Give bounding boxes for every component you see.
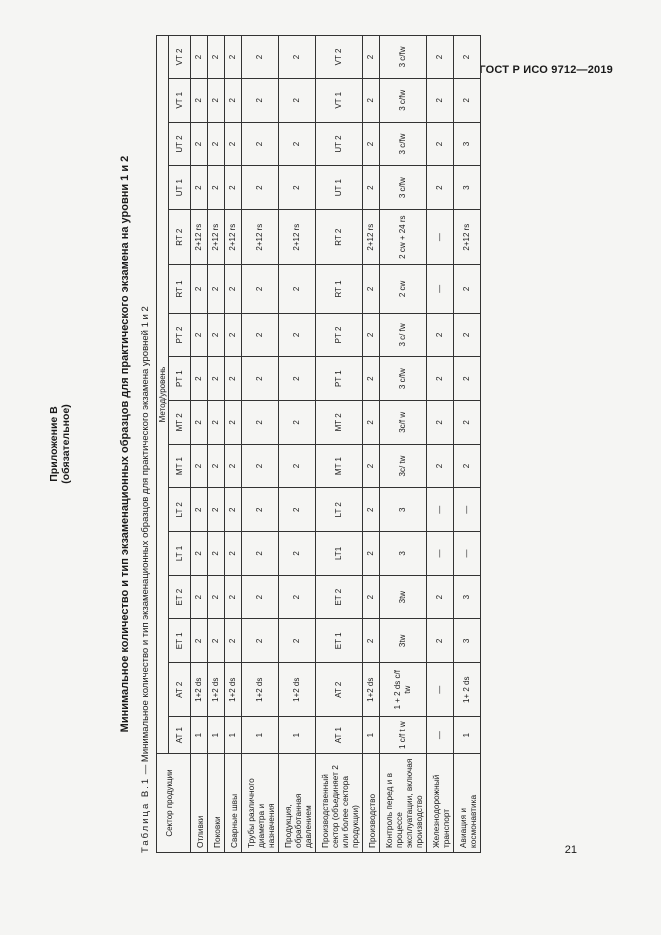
value-cell: 2 (454, 78, 481, 122)
value-cell: 3c/ tw (380, 444, 427, 488)
value-cell: 2 (427, 357, 454, 401)
value-cell: 2 (427, 313, 454, 357)
value-cell: 2 (225, 166, 242, 210)
value-cell: 2 (191, 444, 208, 488)
value-cell: 2 (454, 400, 481, 444)
value-cell: 2 (454, 444, 481, 488)
value-cell: 2 (191, 78, 208, 122)
sector-column-header: Сектор продукции (157, 754, 191, 853)
value-cell: 3 (380, 532, 427, 576)
value-cell: 2 (279, 488, 316, 532)
value-cell: 1 (363, 717, 380, 754)
value-cell: 2 (427, 619, 454, 663)
method-column-header: PT 2 (169, 313, 191, 357)
table-row (242, 36, 279, 853)
value-cell: 2 (279, 36, 316, 79)
table-row (454, 36, 481, 853)
value-cell: 2 (208, 532, 225, 576)
page-number: 21 (564, 844, 577, 856)
value-cell: AT 2 (316, 663, 363, 717)
value-cell: 2 (225, 619, 242, 663)
value-cell: 1 (208, 717, 225, 754)
sector-cell: Контроль перед и в процессе эксплуатации, включая производство (380, 754, 427, 853)
document-title: Минимальное количество и тип экзаменационных образцов для практического экзамена на уровни 1 и 2 (119, 155, 131, 733)
value-cell: MT 1 (316, 444, 363, 488)
value-cell: 2 (208, 313, 225, 357)
value-cell: 1+2 ds (279, 663, 316, 717)
value-cell: 2+12 rs (279, 210, 316, 265)
value-cell: 2 (363, 488, 380, 532)
value-cell: 2 (363, 166, 380, 210)
value-cell: 2 (242, 36, 279, 79)
value-cell: 2 (191, 400, 208, 444)
value-cell: — (427, 532, 454, 576)
value-cell: 2 (242, 532, 279, 576)
value-cell: VT 1 (316, 78, 363, 122)
value-cell: 1+2 ds (363, 663, 380, 717)
method-code-row (169, 36, 191, 853)
sector-cell: Трубы различного диаметра и назначения (242, 754, 279, 853)
value-cell: 1 (225, 717, 242, 754)
value-cell: 2 (279, 619, 316, 663)
value-cell: 2 (279, 400, 316, 444)
value-cell: 3 c/fw (380, 36, 427, 79)
value-cell: 2 (208, 122, 225, 166)
value-cell: 2 (427, 122, 454, 166)
value-cell: 2 (363, 444, 380, 488)
value-cell: 2+12 rs (454, 210, 481, 265)
value-cell: 2 (363, 532, 380, 576)
value-cell: 1 + 2 ds c/f tw (380, 663, 427, 717)
value-cell: — (427, 265, 454, 313)
value-cell: 2 (225, 357, 242, 401)
value-cell: 2 (363, 78, 380, 122)
sector-cell: Поковки (208, 754, 225, 853)
value-cell: 2 (427, 166, 454, 210)
value-cell: PT 1 (316, 357, 363, 401)
method-column-header: AT 2 (169, 663, 191, 717)
appendix-status: (обязательное) (60, 404, 72, 484)
sector-cell: Авиация и космонавтика (454, 754, 481, 853)
value-cell: — (427, 210, 454, 265)
value-cell: 2 (279, 532, 316, 576)
method-column-header: MT 1 (169, 444, 191, 488)
value-cell: 1 (191, 717, 208, 754)
value-cell: 2 (191, 265, 208, 313)
value-cell: 2 (208, 444, 225, 488)
method-column-header: LT 1 (169, 532, 191, 576)
value-cell: 3tw (380, 575, 427, 619)
table-row (380, 36, 427, 853)
method-column-header: LT 2 (169, 488, 191, 532)
value-cell: 2 (279, 575, 316, 619)
value-cell: 3 (454, 166, 481, 210)
value-cell: 2 (208, 78, 225, 122)
value-cell: 2+12 rs (191, 210, 208, 265)
value-cell: 3 (454, 122, 481, 166)
value-cell: 2 (191, 166, 208, 210)
value-cell: RT 1 (316, 265, 363, 313)
value-cell: 2 (225, 265, 242, 313)
value-cell: 2 (208, 357, 225, 401)
table-row (279, 36, 316, 853)
value-cell: RT 2 (316, 210, 363, 265)
value-cell: 2 (454, 313, 481, 357)
value-cell: 3 c/fw (380, 166, 427, 210)
value-cell: 3 c/ fw (380, 313, 427, 357)
method-column-header: RT 2 (169, 210, 191, 265)
value-cell: 2 (191, 619, 208, 663)
table-row (427, 36, 454, 853)
value-cell: 2 (363, 357, 380, 401)
value-cell: 2+12 rs (225, 210, 242, 265)
value-cell: PT 2 (316, 313, 363, 357)
value-cell: 2 (242, 265, 279, 313)
table-row (191, 36, 208, 853)
appendix-heading (48, 35, 72, 853)
value-cell: 1 (279, 717, 316, 754)
sector-cell: Продукция, обработанная давлением (279, 754, 316, 853)
value-cell: 1+ 2 ds (454, 663, 481, 717)
table-caption (140, 35, 151, 853)
value-cell: 2 (427, 78, 454, 122)
value-cell: 2 (225, 488, 242, 532)
value-cell: 2 (225, 313, 242, 357)
table-row (208, 36, 225, 853)
method-column-header: MT 2 (169, 400, 191, 444)
value-cell: — (427, 663, 454, 717)
value-cell: 1 (242, 717, 279, 754)
value-cell: 2 (242, 488, 279, 532)
value-cell: 2 (363, 400, 380, 444)
table-row (225, 36, 242, 853)
value-cell: 2 (363, 619, 380, 663)
value-cell: 2 (191, 357, 208, 401)
value-cell: LT 2 (316, 488, 363, 532)
value-cell: 2 (427, 575, 454, 619)
value-cell: 3c/f w (380, 400, 427, 444)
value-cell: 2 (454, 357, 481, 401)
value-cell: 2 (279, 78, 316, 122)
value-cell: 3 (454, 619, 481, 663)
value-cell: 2 (225, 444, 242, 488)
value-cell: 2 (225, 78, 242, 122)
rotated-content (48, 35, 478, 853)
value-cell: — (427, 717, 454, 754)
method-column-header: UT 2 (169, 122, 191, 166)
value-cell: MT 2 (316, 400, 363, 444)
value-cell: 2+12 rs (208, 210, 225, 265)
value-cell: 2 (191, 313, 208, 357)
value-cell: 2 (427, 36, 454, 79)
method-column-header: ET 2 (169, 575, 191, 619)
value-cell: UT 1 (316, 166, 363, 210)
value-cell: 2 (279, 444, 316, 488)
value-cell: 2 (427, 444, 454, 488)
value-cell: 2 (208, 575, 225, 619)
value-cell: 1+2 ds (191, 663, 208, 717)
value-cell: 2 (454, 36, 481, 79)
value-cell: UT 2 (316, 122, 363, 166)
value-cell: 2 (242, 400, 279, 444)
table-body (191, 36, 481, 853)
value-cell: 2 (225, 400, 242, 444)
method-column-header: AT 1 (169, 717, 191, 754)
value-cell: 2 cw + 24 rs (380, 210, 427, 265)
value-cell: 2 (208, 166, 225, 210)
value-cell: 2 (242, 78, 279, 122)
value-cell: 2 (242, 575, 279, 619)
value-cell: 2 (242, 444, 279, 488)
sector-cell: Сварные швы (225, 754, 242, 853)
value-cell: 2 (242, 619, 279, 663)
value-cell: — (454, 532, 481, 576)
method-level-header: Метод/уровень (157, 36, 169, 754)
value-cell: 2 (363, 265, 380, 313)
value-cell: 2 (242, 357, 279, 401)
value-cell: 2 (279, 122, 316, 166)
value-cell: — (427, 488, 454, 532)
table-caption-label: Таблица В.1 (140, 776, 151, 853)
value-cell: ET 1 (316, 619, 363, 663)
value-cell: 2 (225, 122, 242, 166)
value-cell: 2 (454, 265, 481, 313)
value-cell: 2 (242, 166, 279, 210)
value-cell: 2 (279, 265, 316, 313)
sector-cell: Производственный сектор (объединяет 2 или более сектора продукции) (316, 754, 363, 853)
value-cell: 3 (454, 575, 481, 619)
value-cell: 2 (363, 313, 380, 357)
value-cell: 2 (279, 357, 316, 401)
method-column-header: PT 1 (169, 357, 191, 401)
value-cell: 1 c/f t w (380, 717, 427, 754)
value-cell: 2 (208, 36, 225, 79)
value-cell: 3 c/fw (380, 78, 427, 122)
method-column-header: RT 1 (169, 265, 191, 313)
value-cell: 2 (363, 122, 380, 166)
value-cell: 3 c/fw (380, 122, 427, 166)
value-cell: 2 (279, 313, 316, 357)
value-cell: 2 (242, 122, 279, 166)
value-cell: 3 c/fw (380, 357, 427, 401)
value-cell: 2 (208, 619, 225, 663)
value-cell: 1+2 ds (242, 663, 279, 717)
specimen-table (156, 35, 481, 853)
table-row (316, 36, 363, 853)
value-cell: 2 (242, 313, 279, 357)
value-cell: — (454, 488, 481, 532)
method-column-header: ET 1 (169, 619, 191, 663)
value-cell: 2 (191, 488, 208, 532)
value-cell: 1+2 ds (225, 663, 242, 717)
value-cell: 2 (225, 575, 242, 619)
sector-cell: Железнодорожный транспорт (427, 754, 454, 853)
value-cell: 2 (191, 532, 208, 576)
value-cell: 2 (225, 36, 242, 79)
value-cell: 2 (208, 265, 225, 313)
value-cell: 2 (191, 575, 208, 619)
method-column-header: UT 1 (169, 166, 191, 210)
value-cell: 3tw (380, 619, 427, 663)
table-row (363, 36, 380, 853)
value-cell: 2 (208, 400, 225, 444)
value-cell: 2 (225, 532, 242, 576)
value-cell: 2+12 rs (363, 210, 380, 265)
value-cell: 2 (191, 36, 208, 79)
sector-cell: Отливки (191, 754, 208, 853)
value-cell: 2 (208, 488, 225, 532)
standard-header: ГОСТ Р ИСО 9712—2019 (479, 64, 613, 76)
value-cell: 3 (380, 488, 427, 532)
value-cell: 2 (363, 36, 380, 79)
appendix-title: Приложение В (48, 406, 60, 482)
value-cell: 2 (279, 166, 316, 210)
table-caption-text: — Минимальное количество и тип экзаменационных образцов для практического экзамена уровней 1 и 2 (140, 306, 151, 777)
value-cell: 2 (191, 122, 208, 166)
value-cell: 2 cw (380, 265, 427, 313)
value-cell: 2+12 rs (242, 210, 279, 265)
value-cell: AT 1 (316, 717, 363, 754)
value-cell: 1 (454, 717, 481, 754)
value-cell: 2 (427, 400, 454, 444)
sector-cell: Производство (363, 754, 380, 853)
method-column-header: VT 1 (169, 78, 191, 122)
value-cell: LT1 (316, 532, 363, 576)
value-cell: ET 2 (316, 575, 363, 619)
value-cell: 1+2 ds (208, 663, 225, 717)
value-cell: VT 2 (316, 36, 363, 79)
value-cell: 2 (363, 575, 380, 619)
method-column-header: VT 2 (169, 36, 191, 79)
